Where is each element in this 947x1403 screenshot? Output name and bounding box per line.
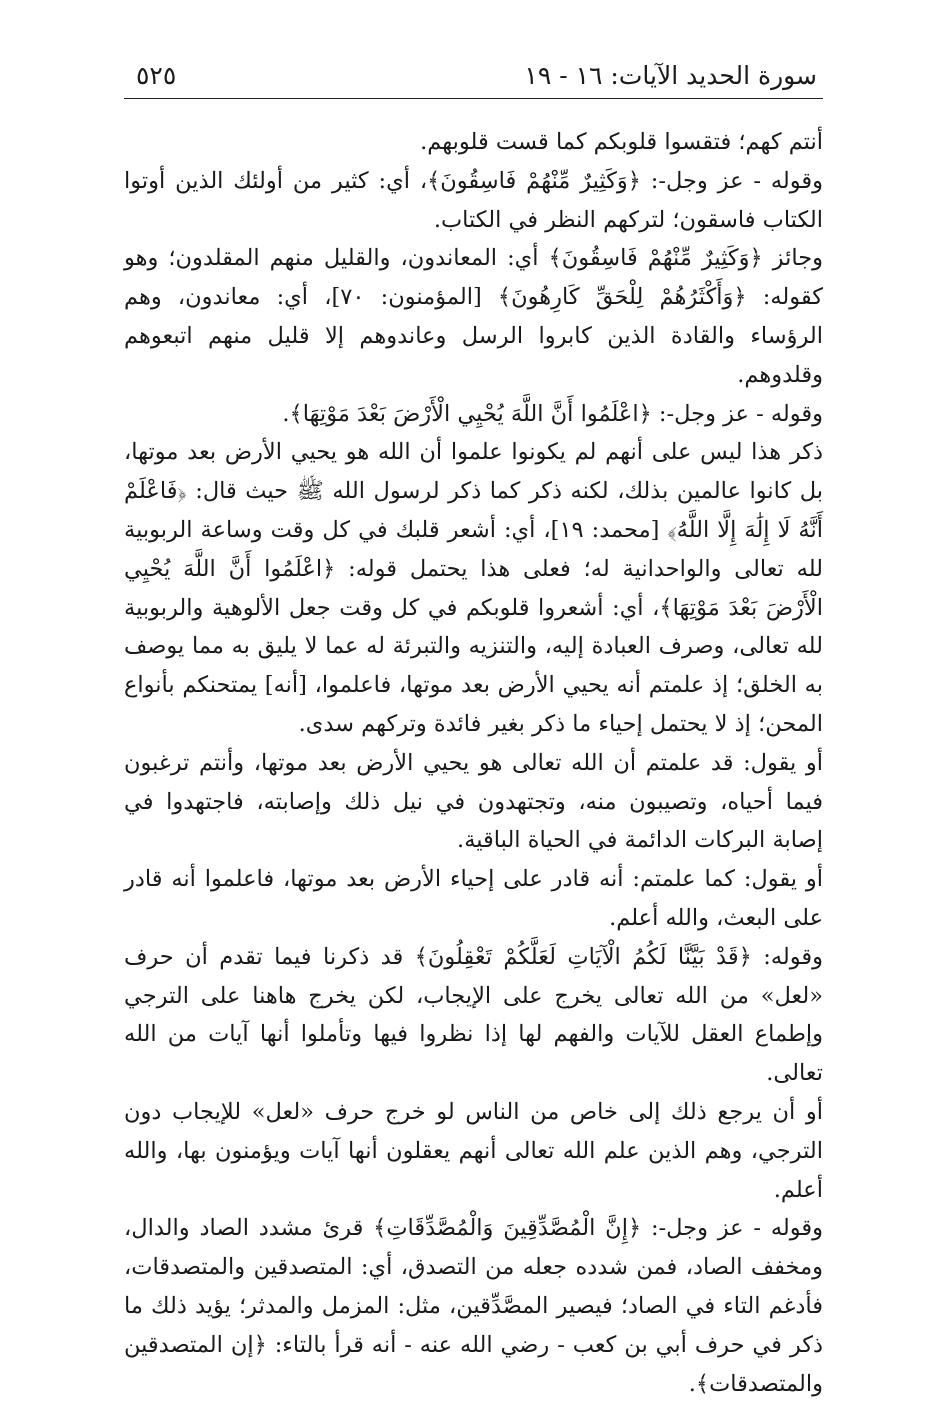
page-body <box>124 123 823 1403</box>
surah-verse-title: سورة الحديد الآيات: ١٦ - ١٩ <box>524 61 817 90</box>
page-number: ٥٢٥ <box>136 61 177 90</box>
paragraph: وقوله - عز وجل-: ﴿إِنَّ الْمُصَّدِّقِينَ وَالْمُصَّدِّقَاتِ﴾ قرئ مشدد الصاد والدال، ومخفف الصاد، فمن شدده جعله من التصدق، أي: المتصدقين والمتصدقات، فأدغم التاء في الصاد؛ فيصير المصَّدِّقين، مثل: المزمل والمدثر؛ يؤيد ذلك ما ذكر في حرف أبي بن كعب - رضي الله عنه - أنه قرأ بالتاء: ﴿إن المتصدقين والمتصدقات﴾. <box>124 1215 823 1397</box>
paragraph: أنتم كهم؛ فتقسوا قلوبكم كما قست قلوبهم. <box>420 129 823 155</box>
paragraph: أو يقول: كما علمتم: أنه قادر على إحياء الأرض بعد موتها، فاعلموا أنه قادر على البعث، والله أعلم. <box>124 866 823 931</box>
running-header <box>124 56 823 99</box>
paragraph: وقوله: ﴿قَدْ بَيَّنَّا لَكُمُ الْآيَاتِ لَعَلَّكُمْ تَعْقِلُونَ﴾ قد ذكرنا فيما تقدم أن حرف «لعل» من الله تعالى يخرج على الإيجاب، لكن يخرج هاهنا على الترجي وإطماع العقل للآيات والفهم لها إذا نظروا فيها وتأملوا أنها آيات من الله تعالى. <box>124 943 823 1087</box>
paragraph: أو يقول: قد علمتم أن الله تعالى هو يحيي الأرض بعد موتها، وأنتم ترغبون فيما أحياه، وتصيبون منه، وتجتهدون في نيل ذلك وإصابته، فاجتهدوا في إصابة البركات الدائمة في الحياة الباقية. <box>124 749 823 854</box>
paragraph: أو أن يرجع ذلك إلى خاص من الناس لو خرج حرف «لعل» للإيجاب دون الترجي، وهم الذين علم الله تعالى أنهم يعقلون أنها آيات ويؤمنون بها، والله أعلم. <box>124 1098 823 1203</box>
paragraph: وقوله - عز وجل-: ﴿اعْلَمُوا أَنَّ اللَّهَ يُحْيِي الْأَرْضَ بَعْدَ مَوْتِهَا﴾. <box>282 400 823 427</box>
paragraph: وقوله - عز وجل-: ﴿وَكَثِيرٌ مِّنْهُمْ فَاسِقُونَ﴾، أي: كثير من أولئك الذين أوتوا الكتاب فاسقون؛ لتركهم النظر في الكتاب. <box>124 167 823 233</box>
paragraph: وجائز ﴿وَكَثِيرٌ مِّنْهُمْ فَاسِقُونَ﴾ أي: المعاندون، والقليل منهم المقلدون؛ وهو كقوله: ﴿وَأَكْثَرُهُمْ لِلْحَقِّ كَارِهُونَ﴾ [المؤمنون: ٧٠]، أي: معاندون، وهم الرؤساء والقادة الذين كابروا الرسل وعاندوهم إلا قليل منهم اتبعوهم وقلدوهم. <box>124 245 823 388</box>
paragraph: ذكر هذا ليس على أنهم لم يكونوا علموا أن الله هو يحيي الأرض بعد موتها، بل كانوا عالمين بذلك، لكنه ذكر كما ذكر لرسول الله ﷺ حيث قال: ﴿فَاعْلَمْ أَنَّهُ لَا إِلَٰهَ إِلَّا اللَّهُ﴾ [محمد: ١٩]، أي: أشعر قلبك في كل وقت وساعة الربوبية لله تعالى والواحدانية له؛ فعلى هذا يحتمل قوله: ﴿اعْلَمُوا أَنَّ اللَّهَ يُحْيِي الْأَرْضَ بَعْدَ مَوْتِهَا﴾، أي: أشعروا قلوبكم في كل وقت جعل الألوهية والربوبية لله تعالى، وصرف العبادة إليه، والتنزيه والتبرئة له عما لا يليق به مما يوصف به الخلق؛ إذ علمتم أنه يحيي الأرض بعد موتها، فاعلموا، [أنه] يمتحنكم بأنواع المحن؛ إذ لا يحتمل إحياء ما ذكر بغير فائدة وتركهم سدى. <box>124 439 823 737</box>
